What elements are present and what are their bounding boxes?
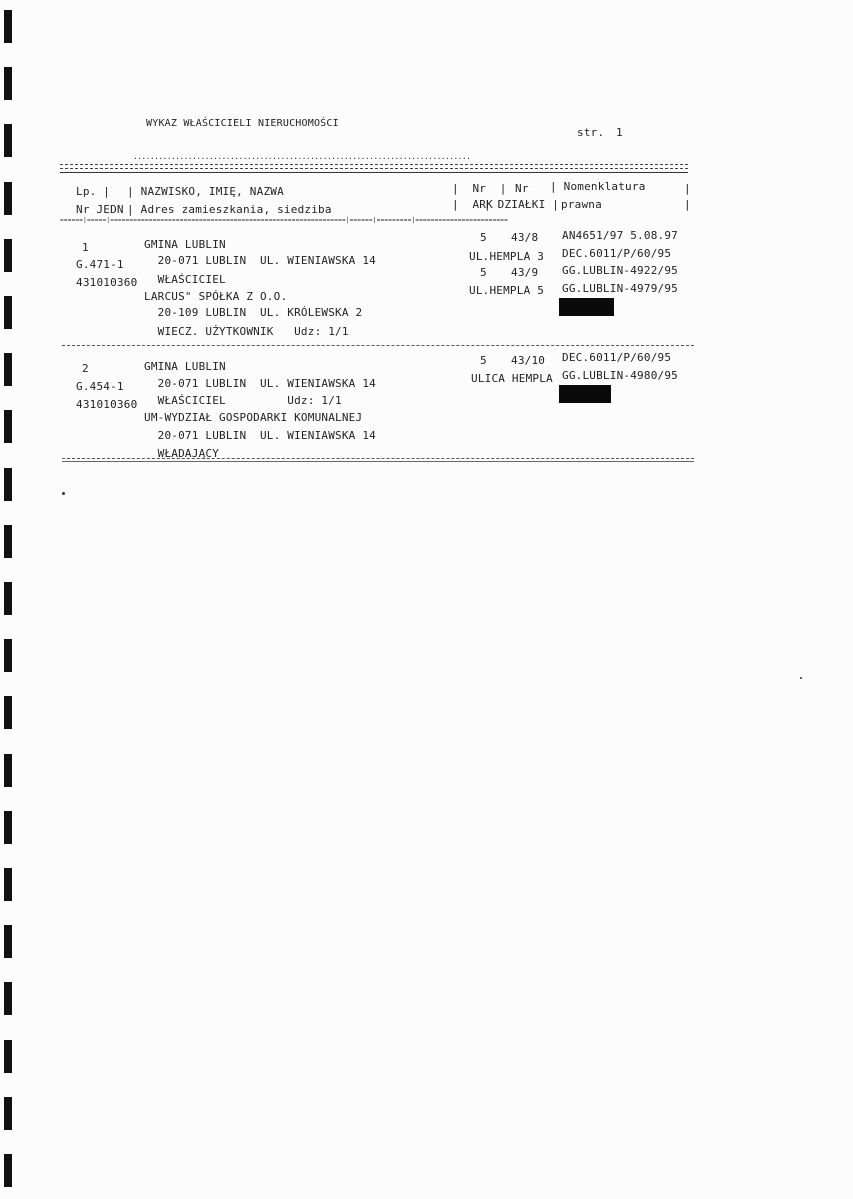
header-border-right-2: | [684,198,691,211]
header-dzialki: | DZIAŁKI | [484,198,560,211]
entry-1-nomenclature: DEC.6011/P/60/95 [562,247,672,260]
header-name: | NAZWISKO, IMIĘ, NAZWA [127,185,284,198]
header-nomenclature: | Nomenklatura [550,180,646,193]
entry-1-nomenclature: GG.LUBLIN-4922/95 [562,264,678,277]
redaction-box [559,385,611,403]
binder-hole [4,811,12,844]
entry-2-street: ULICA HEMPLA [471,372,553,385]
entry-1-ark: 5 [480,231,487,244]
binder-hole [4,982,12,1015]
entry-1-line: WŁAŚCICIEL [144,273,226,286]
binder-hole [4,239,12,272]
entry-1-dzialka: 43/8 [511,231,539,244]
entry-1-line: WIECZ. UŻYTKOWNIK Udz: 1/1 [144,325,349,338]
binder-hole [4,410,12,443]
entry-separator [62,345,694,346]
entry-2-line: 20-071 LUBLIN UL. WIENIAWSKA 14 [144,377,376,390]
entry-2-nomenclature: GG.LUBLIN-4980/95 [562,369,678,382]
binder-hole [4,353,12,386]
entry-1-lp: 1 [82,241,89,254]
entry-2-dzialka: 43/10 [511,354,546,367]
header-top-rule [60,164,688,169]
entry-1-street: UL.HEMPLA 5 [469,284,545,297]
header-nr-jedn: Nr JEDN [76,203,124,216]
binder-hole [4,754,12,787]
binder-hole [4,925,12,958]
entry-1-line: GMINA LUBLIN [144,238,226,251]
binder-hole [4,696,12,729]
entry-1-street: UL.HEMPLA 3 [469,250,545,263]
binder-hole [4,296,12,329]
binder-hole [4,1097,12,1130]
binder-hole [4,124,12,157]
binder-hole [4,868,12,901]
header-lp: Lp. | [76,185,111,198]
scan-speck [62,492,65,495]
entry-1-ark: 5 [480,266,487,279]
header-address: | Adres zamieszkania, siedziba [127,203,332,216]
binder-hole [4,10,12,43]
table-bottom-rule [62,458,694,459]
dotted-line: ................................................................................ [133,152,471,161]
header-nr-ark-top: | Nr | [452,182,507,195]
entry-2-jedn-a: G.454-1 [76,380,124,393]
entry-1-dzialka: 43/9 [511,266,539,279]
entry-1-jedn-b: 431010360 [76,276,138,289]
entry-2-jedn-b: 431010360 [76,398,138,411]
binder-hole [4,1154,12,1187]
redaction-box [559,298,614,316]
entry-2-line: UM-WYDZIAŁ GOSPODARKI KOMUNALNEJ [144,411,363,424]
header-nr-dzialki-top: Nr [515,182,529,195]
entry-1-nomenclature: AN4651/97 5.08.97 [562,229,678,242]
entry-1-jedn-a: G.471-1 [76,258,124,271]
binder-hole [4,1040,12,1073]
entry-1-nomenclature: GG.LUBLIN-4979/95 [562,282,678,295]
binder-hole [4,67,12,100]
entry-2-nomenclature: DEC.6011/P/60/95 [562,351,672,364]
header-underline: ======|=====|=============================================================|======|=========|======================== [60,217,509,224]
entry-2-ark: 5 [480,354,487,367]
binder-hole [4,582,12,615]
entry-2-line: WŁADAJĄCY [144,447,220,460]
header-top-rule-2 [60,172,688,173]
entry-2-lp: 2 [82,362,89,375]
scan-speck [800,677,802,679]
entry-1-line: 20-109 LUBLIN UL. KRÓLEWSKA 2 [144,306,363,319]
entry-2-line: WŁAŚCICIEL Udz: 1/1 [144,394,342,407]
entry-1-line: 20-071 LUBLIN UL. WIENIAWSKA 14 [144,254,376,267]
header-prawna: prawna [561,198,602,211]
binder-hole [4,468,12,501]
header-ark: | ARK [452,198,493,211]
page-number: 1 [616,126,623,139]
entry-1-line: LARCUS" SPÓŁKA Z O.O. [144,290,288,303]
entry-2-line: 20-071 LUBLIN UL. WIENIAWSKA 14 [144,429,376,442]
document-title: WYKAZ WŁAŚCICIELI NIERUCHOMOŚCI [146,118,339,129]
binder-hole [4,182,12,215]
header-border-right-1: | [684,182,691,195]
entry-2-line: GMINA LUBLIN [144,360,226,373]
page-label: str. [577,126,605,139]
binder-hole [4,639,12,672]
table-bottom-rule-2 [62,461,694,462]
binder-hole [4,525,12,558]
